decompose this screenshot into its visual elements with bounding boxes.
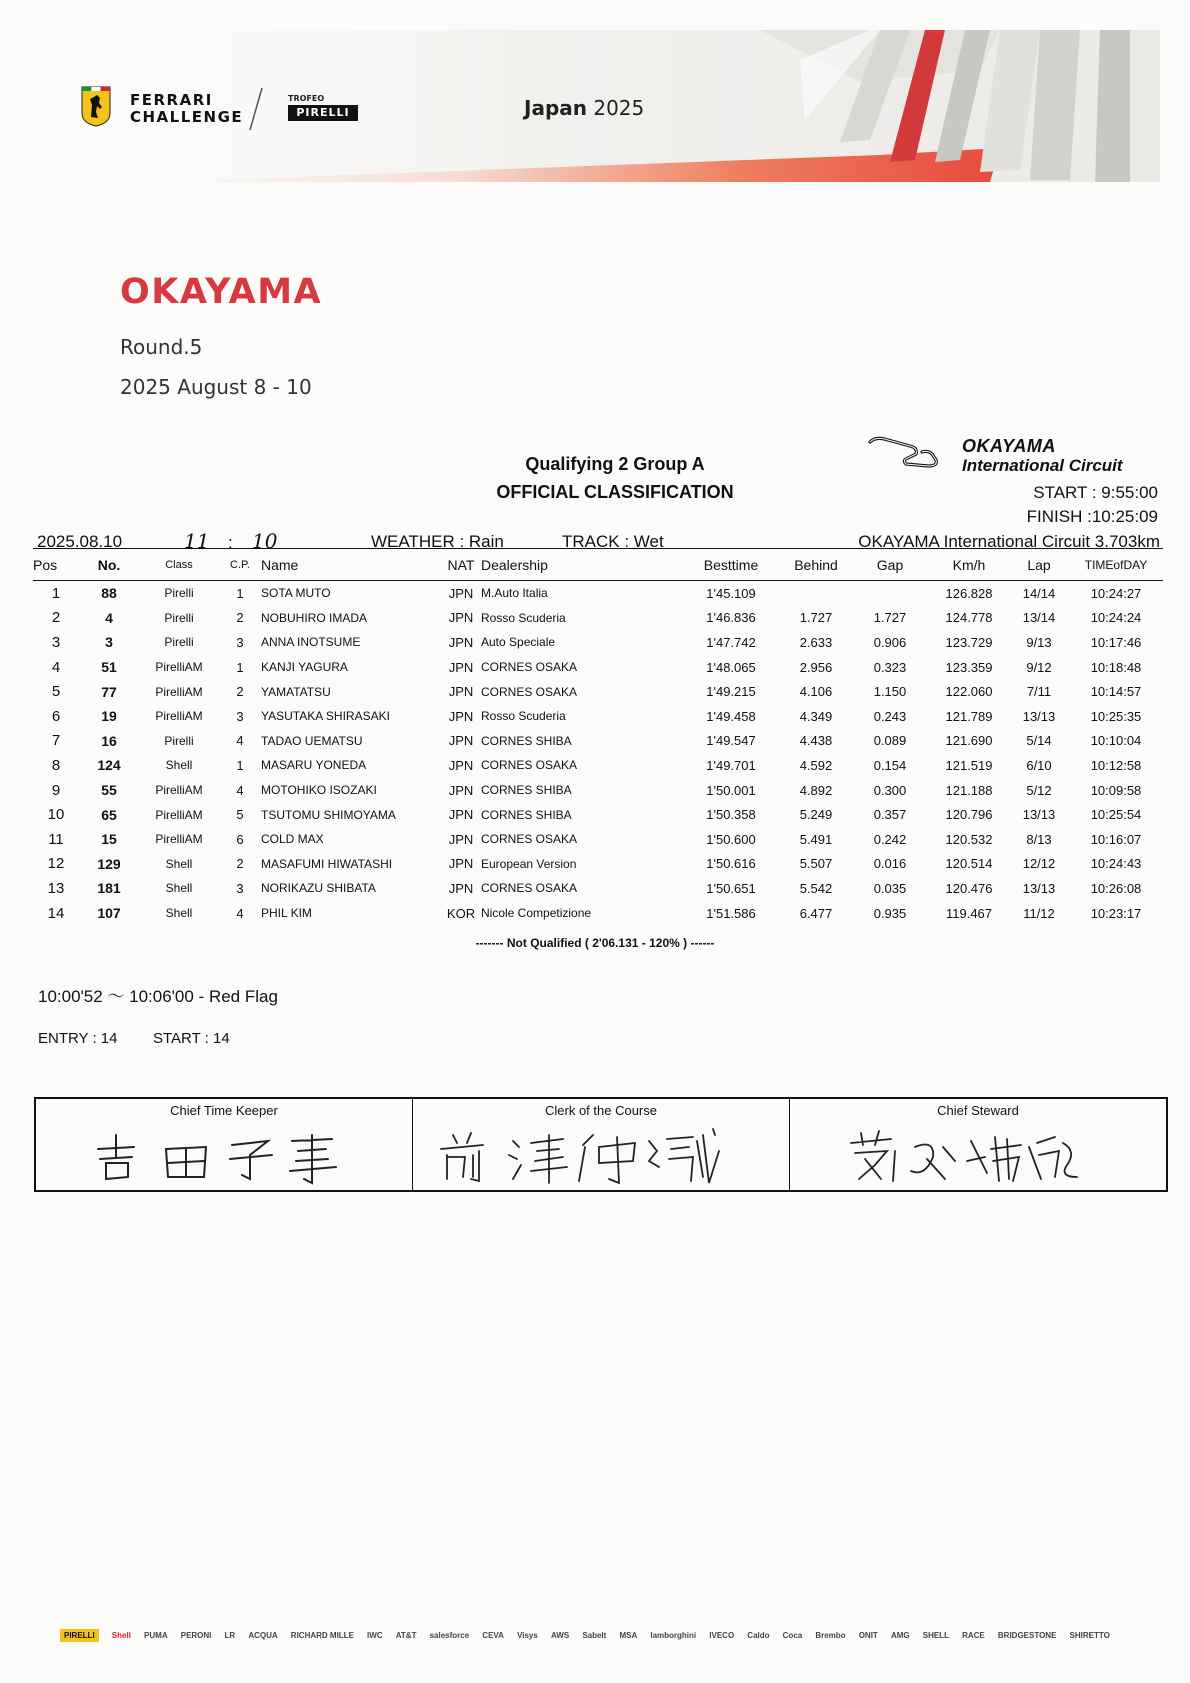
cell-cp: 6 <box>236 831 244 847</box>
cell-best: 1'49.701 <box>706 757 756 773</box>
table-header-row <box>33 550 1163 581</box>
cell-pos: 3 <box>51 633 61 651</box>
cell-no: 4 <box>105 609 113 626</box>
cell-tod: 10:24:27 <box>1090 585 1142 601</box>
cell-name: ANNA INOTSUME <box>261 635 361 650</box>
cell-kmh: 123.359 <box>945 659 993 675</box>
brand-line2: CHALLENGE <box>130 108 244 126</box>
cell-kmh: 120.476 <box>945 880 993 896</box>
cell-pos: 9 <box>51 781 61 799</box>
cell-nat: JPN <box>448 708 474 724</box>
cell-behind: 5.507 <box>799 856 833 872</box>
cell-cp: 3 <box>236 634 244 650</box>
cell-no: 16 <box>101 732 117 749</box>
cell-kmh: 120.532 <box>945 831 993 847</box>
table-row <box>33 655 1163 680</box>
cell-cp: 2 <box>236 610 244 626</box>
table-row <box>33 704 1163 729</box>
cell-nat: JPN <box>448 807 474 823</box>
event-dates: 2025 August 8 - 10 <box>120 375 312 399</box>
session-subtitle: OFFICIAL CLASSIFICATION <box>496 482 734 502</box>
ferrari-shield-icon <box>80 85 112 127</box>
sponsor-logo: SHIRETTO <box>1069 1630 1110 1640</box>
sponsor-strip <box>60 1620 1110 1650</box>
time-keeper-signature <box>36 1121 412 1187</box>
sponsor-logo: salesforce <box>429 1630 470 1640</box>
table-row <box>33 876 1163 901</box>
clerk-label: Clerk of the Course <box>545 1103 657 1118</box>
cell-pos: 12 <box>47 855 65 873</box>
cell-pos: 4 <box>51 658 61 676</box>
sponsor-logo: Sabelt <box>582 1630 607 1640</box>
cell-gap: 0.906 <box>873 634 907 650</box>
table-row <box>33 827 1163 852</box>
cell-no: 3 <box>105 634 113 651</box>
cell-kmh: 121.188 <box>945 782 993 798</box>
cell-lap: 12/12 <box>1022 856 1056 872</box>
cell-cls: PirelliAM <box>155 783 203 798</box>
cell-pos: 11 <box>48 830 64 848</box>
col-cp: C.P. <box>219 550 261 581</box>
cell-behind: 4.892 <box>799 782 833 798</box>
sponsor-logo: Visys <box>517 1630 538 1640</box>
cell-name: PHIL KIM <box>261 906 312 921</box>
cell-dealer: CORNES OSAKA <box>481 660 578 675</box>
col-nat: NAT <box>441 550 481 581</box>
cell-dealer: CORNES SHIBA <box>481 807 572 822</box>
cell-gap: 0.243 <box>873 708 907 724</box>
cell-nat: JPN <box>448 610 474 626</box>
cell-behind: 4.106 <box>799 684 833 700</box>
cell-kmh: 120.514 <box>945 856 993 872</box>
cell-no: 124 <box>97 757 121 774</box>
cell-cp: 2 <box>236 684 244 700</box>
cell-kmh: 120.796 <box>945 807 993 823</box>
cell-cp: 4 <box>236 733 244 749</box>
cell-nat: JPN <box>448 634 474 650</box>
clerk-signature <box>413 1121 789 1187</box>
cell-dealer: CORNES SHIBA <box>481 783 572 798</box>
cell-best: 1'50.358 <box>706 807 756 823</box>
cell-name: YASUTAKA SHIRASAKI <box>261 709 390 724</box>
cell-behind: 5.249 <box>799 807 833 823</box>
table-row <box>33 729 1163 754</box>
table-row <box>33 753 1163 778</box>
cell-dealer: M.Auto Italia <box>481 586 548 601</box>
circuit-length: OKAYAMA International Circuit 3.703km <box>858 532 1160 551</box>
cell-pos: 8 <box>51 756 61 774</box>
cell-best: 1'46.836 <box>706 610 756 626</box>
cell-lap: 5/14 <box>1026 733 1052 749</box>
sponsor-logo: Caldo <box>747 1630 770 1640</box>
cell-dealer: CORNES SHIBA <box>481 733 572 748</box>
cell-cp: 5 <box>236 807 244 823</box>
cell-kmh: 126.828 <box>945 585 993 601</box>
cell-gap: 0.016 <box>873 856 907 872</box>
cell-lap: 13/13 <box>1022 708 1056 724</box>
cell-dealer: CORNES OSAKA <box>481 832 578 847</box>
cell-behind: 5.491 <box>799 831 833 847</box>
cell-dealer: Rosso Scuderia <box>481 610 566 625</box>
sponsor-logo: AWS <box>550 1630 570 1640</box>
time-keeper-label: Chief Time Keeper <box>170 1103 278 1118</box>
cell-cls: Pirelli <box>164 586 194 601</box>
cell-gap: 0.242 <box>873 831 907 847</box>
col-timeofday: TIMEofDAY <box>1069 550 1163 581</box>
cell-lap: 8/13 <box>1026 831 1052 847</box>
table-row <box>33 606 1163 631</box>
cell-gap: 0.089 <box>873 733 907 749</box>
brand-line1: FERRARI <box>130 91 213 109</box>
sponsor-logo: ONIT <box>858 1630 878 1640</box>
sponsor-logo: RACE <box>962 1630 985 1640</box>
sponsor-logo: PIRELLI <box>60 1629 99 1642</box>
cell-behind: 6.477 <box>799 905 833 921</box>
cell-cls: PirelliAM <box>155 832 203 847</box>
steward-label: Chief Steward <box>937 1103 1019 1118</box>
cell-pos: 13 <box>47 879 65 897</box>
cell-kmh: 121.519 <box>945 757 993 773</box>
cell-lap: 11/12 <box>1023 905 1055 921</box>
cell-best: 1'50.651 <box>706 880 756 896</box>
hand-colon: : <box>228 533 233 552</box>
cell-cp: 4 <box>236 782 244 798</box>
cell-gap: 0.300 <box>873 782 907 798</box>
cell-name: NOBUHIRO IMADA <box>261 610 368 625</box>
cell-cls: Pirelli <box>164 733 194 748</box>
table-row <box>33 630 1163 655</box>
cell-name: KANJI YAGURA <box>261 660 348 675</box>
cell-tod: 10:24:24 <box>1090 610 1142 626</box>
cell-pos: 10 <box>47 806 65 824</box>
cell-cls: Shell <box>165 856 193 871</box>
cell-best: 1'50.001 <box>706 782 756 798</box>
table-row <box>33 581 1163 606</box>
col-pos: Pos <box>33 550 79 581</box>
sponsor-logo: RICHARD MILLE <box>290 1630 354 1640</box>
cell-tod: 10:23:17 <box>1090 905 1142 921</box>
trofeo-label: TROFEO <box>288 94 325 103</box>
cell-gap: 0.035 <box>873 880 907 896</box>
cell-nat: JPN <box>448 757 474 773</box>
cell-tod: 10:26:08 <box>1090 880 1142 896</box>
cell-no: 51 <box>101 659 117 676</box>
sponsor-logo: SHELL <box>922 1630 949 1640</box>
circuit-map-icon <box>866 432 944 472</box>
sponsor-logo: Brembo <box>815 1630 846 1640</box>
cell-cls: PirelliAM <box>155 660 203 675</box>
cell-dealer: CORNES OSAKA <box>481 684 578 699</box>
cell-no: 15 <box>101 831 117 848</box>
cell-cls: Pirelli <box>164 610 194 625</box>
event-year: 2025 <box>593 96 645 120</box>
signature-box <box>34 1097 1168 1192</box>
table-row <box>33 802 1163 827</box>
cell-cls: Pirelli <box>164 635 194 650</box>
sponsor-logo: Shell <box>111 1630 131 1640</box>
cell-behind: 5.542 <box>799 880 833 896</box>
cell-tod: 10:10:04 <box>1090 733 1142 749</box>
cell-dealer: European Version <box>481 856 577 871</box>
cell-nat: JPN <box>448 831 474 847</box>
table-top-rule <box>33 548 1163 549</box>
cell-dealer: CORNES OSAKA <box>481 881 578 896</box>
cell-best: 1'49.458 <box>706 708 756 724</box>
cell-tod: 10:12:58 <box>1090 757 1142 773</box>
cell-lap: 9/13 <box>1026 634 1052 650</box>
sponsor-logo: LR <box>224 1630 236 1640</box>
cell-tod: 10:24:43 <box>1090 856 1142 872</box>
cell-tod: 10:14:57 <box>1090 684 1142 700</box>
round-label: Round.5 <box>120 335 203 359</box>
cell-name: TSUTOMU SHIMOYAMA <box>261 807 396 822</box>
cell-no: 19 <box>101 708 117 725</box>
cell-cls: Shell <box>165 881 193 896</box>
cell-gap: 1.150 <box>873 684 907 700</box>
event-title <box>524 96 644 120</box>
sponsor-logo: lamborghini <box>650 1630 697 1640</box>
cell-cp: 3 <box>236 880 244 896</box>
entry-count: ENTRY : 14 <box>38 1030 118 1047</box>
cell-cls: Shell <box>165 906 193 921</box>
sponsor-logo: ACQUA <box>248 1630 278 1640</box>
cell-nat: JPN <box>448 880 474 896</box>
cell-dealer: Nicole Competizione <box>481 906 592 921</box>
cell-no: 129 <box>97 855 121 872</box>
sponsor-logo: AT&T <box>395 1630 417 1640</box>
cell-dealer: Auto Speciale <box>481 635 556 650</box>
cell-pos: 7 <box>51 732 61 750</box>
start-time: START : 9:55:00 <box>1033 483 1158 502</box>
cell-kmh: 124.778 <box>945 610 993 626</box>
cell-nat: JPN <box>448 659 474 675</box>
cell-pos: 5 <box>51 683 61 701</box>
cell-nat: KOR <box>446 905 476 921</box>
cell-gap: 0.154 <box>873 757 907 773</box>
cell-lap: 14/14 <box>1022 585 1056 601</box>
circuit-logo-name <box>962 437 1123 475</box>
cell-nat: JPN <box>448 733 474 749</box>
cell-tod: 10:18:48 <box>1090 659 1142 675</box>
col-kmh: Km/h <box>929 550 1009 581</box>
cell-tod: 10:25:35 <box>1090 708 1142 724</box>
cell-gap: 0.357 <box>873 807 907 823</box>
cell-best: 1'51.586 <box>706 905 756 921</box>
hand-minute: 10 <box>252 529 278 553</box>
event-name: Japan <box>524 96 587 120</box>
cell-kmh: 123.729 <box>945 634 993 650</box>
cell-no: 55 <box>101 782 117 799</box>
cell-behind: 4.438 <box>799 733 833 749</box>
cell-pos: 2 <box>51 609 61 627</box>
cell-best: 1'50.600 <box>706 831 756 847</box>
sig-cell-time-keeper <box>36 1099 413 1190</box>
cell-name: SOTA MUTO <box>261 586 331 601</box>
cell-name: NORIKAZU SHIBATA <box>261 881 376 896</box>
cell-cp: 1 <box>236 659 244 675</box>
brand-ferrari-challenge <box>130 92 243 126</box>
cell-lap: 13/14 <box>1022 610 1056 626</box>
cell-nat: JPN <box>448 782 474 798</box>
sig-cell-clerk <box>413 1099 790 1190</box>
cell-dealer: CORNES OSAKA <box>481 758 578 773</box>
cell-behind: 2.956 <box>799 659 833 675</box>
cell-behind: 4.592 <box>799 757 833 773</box>
cell-cp: 2 <box>236 856 244 872</box>
cell-best: 1'49.547 <box>706 733 756 749</box>
cell-no: 65 <box>101 806 117 823</box>
start-count: START : 14 <box>153 1030 230 1047</box>
cell-no: 107 <box>97 905 121 922</box>
col-behind: Behind <box>781 550 851 581</box>
pirelli-logo: PIRELLI <box>288 105 358 121</box>
col-class: Class <box>139 550 219 581</box>
cell-pos: 14 <box>47 904 65 922</box>
cell-cp: 3 <box>236 708 244 724</box>
cell-kmh: 121.690 <box>945 733 993 749</box>
cell-tod: 10:16:07 <box>1090 831 1142 847</box>
cell-behind: 1.727 <box>799 610 833 626</box>
cell-gap: 1.727 <box>873 610 907 626</box>
not-qualified-line: ------- Not Qualified ( 2'06.131 - 120% ) ------ <box>475 936 715 950</box>
cell-tod: 10:17:46 <box>1090 634 1142 650</box>
cell-no: 181 <box>97 880 121 897</box>
steward-signature <box>790 1121 1166 1187</box>
cell-cp: 1 <box>236 585 244 601</box>
cell-lap: 9/12 <box>1026 659 1052 675</box>
classification-date: 2025.08.10 <box>37 532 123 551</box>
cell-best: 1'50.616 <box>706 856 756 872</box>
cell-cls: PirelliAM <box>155 709 203 724</box>
finish-time: FINISH :10:25:09 <box>1026 507 1158 526</box>
cell-cls: Shell <box>165 758 193 773</box>
cell-no: 88 <box>101 585 117 602</box>
cell-pos: 6 <box>51 707 61 725</box>
cell-tod: 10:25:54 <box>1090 807 1142 823</box>
sponsor-logo: MSA <box>619 1630 638 1640</box>
cell-kmh: 121.789 <box>945 708 993 724</box>
cell-tod: 10:09:58 <box>1090 782 1142 798</box>
venue-title: OKAYAMA <box>120 272 323 312</box>
cell-lap: 13/13 <box>1022 880 1056 896</box>
cell-lap: 7/11 <box>1026 684 1052 700</box>
sponsor-logo: AMG <box>890 1630 910 1640</box>
table-row <box>33 901 1163 926</box>
cell-behind: 2.633 <box>799 634 833 650</box>
cell-best: 1'48.065 <box>706 659 756 675</box>
col-lap: Lap <box>1009 550 1069 581</box>
sponsor-logo: IWC <box>367 1630 383 1640</box>
results-table <box>33 550 1163 925</box>
track-condition: TRACK : Wet <box>562 532 664 551</box>
hand-hour: 11 <box>184 529 210 553</box>
sponsor-logo: CEVA <box>482 1630 504 1640</box>
cell-name: MOTOHIKO ISOZAKI <box>261 783 377 798</box>
cell-lap: 13/13 <box>1022 807 1056 823</box>
circuit-logo-line1: OKAYAMA <box>962 436 1056 456</box>
sponsor-logo: PERONI <box>180 1630 212 1640</box>
cell-best: 1'49.215 <box>706 684 756 700</box>
cell-name: TADAO UEMATSU <box>261 733 363 748</box>
session-title: Qualifying 2 Group A <box>525 454 705 474</box>
cell-nat: JPN <box>448 684 474 700</box>
cell-name: YAMATATSU <box>261 684 331 699</box>
cell-name: MASARU YONEDA <box>261 758 367 773</box>
sponsor-logo: BRIDGESTONE <box>997 1630 1057 1640</box>
sponsor-logo: PUMA <box>144 1630 168 1640</box>
cell-no: 77 <box>101 683 117 700</box>
table-row <box>33 852 1163 877</box>
table-row <box>33 679 1163 704</box>
col-dealership: Dealership <box>481 550 681 581</box>
cell-name: COLD MAX <box>261 832 324 847</box>
weather: WEATHER : Rain <box>371 532 504 551</box>
col-gap: Gap <box>851 550 929 581</box>
cell-kmh: 122.060 <box>945 684 993 700</box>
cell-name: MASAFUMI HIWATASHI <box>261 856 393 871</box>
cell-gap <box>851 581 929 606</box>
brand-divider <box>246 86 266 132</box>
cell-cp: 4 <box>236 905 244 921</box>
cell-lap: 6/10 <box>1026 757 1052 773</box>
red-flag-note: 10:00'52 〜 10:06'00 - Red Flag <box>38 987 278 1006</box>
cell-cp: 1 <box>236 757 244 773</box>
cell-cls: PirelliAM <box>155 684 203 699</box>
cell-lap: 5/12 <box>1026 782 1052 798</box>
cell-best: 1'47.742 <box>706 634 756 650</box>
cell-nat: JPN <box>448 585 474 601</box>
col-no: No. <box>79 550 139 581</box>
cell-pos: 1 <box>51 584 61 602</box>
circuit-logo-line2: International Circuit <box>962 456 1123 475</box>
cell-behind: 4.349 <box>799 708 833 724</box>
cell-best: 1'45.109 <box>706 585 756 601</box>
col-name: Name <box>261 550 441 581</box>
table-row <box>33 778 1163 803</box>
cell-gap: 0.323 <box>873 659 907 675</box>
cell-gap: 0.935 <box>873 905 907 921</box>
sponsor-logo: Coca <box>782 1630 803 1640</box>
cell-dealer: Rosso Scuderia <box>481 709 566 724</box>
sig-cell-steward <box>790 1099 1166 1190</box>
cell-cls: PirelliAM <box>155 807 203 822</box>
col-besttime: Besttime <box>681 550 781 581</box>
cell-behind <box>781 581 851 606</box>
cell-kmh: 119.467 <box>945 905 993 921</box>
cell-nat: JPN <box>448 856 474 872</box>
sponsor-logo: IVECO <box>709 1630 735 1640</box>
